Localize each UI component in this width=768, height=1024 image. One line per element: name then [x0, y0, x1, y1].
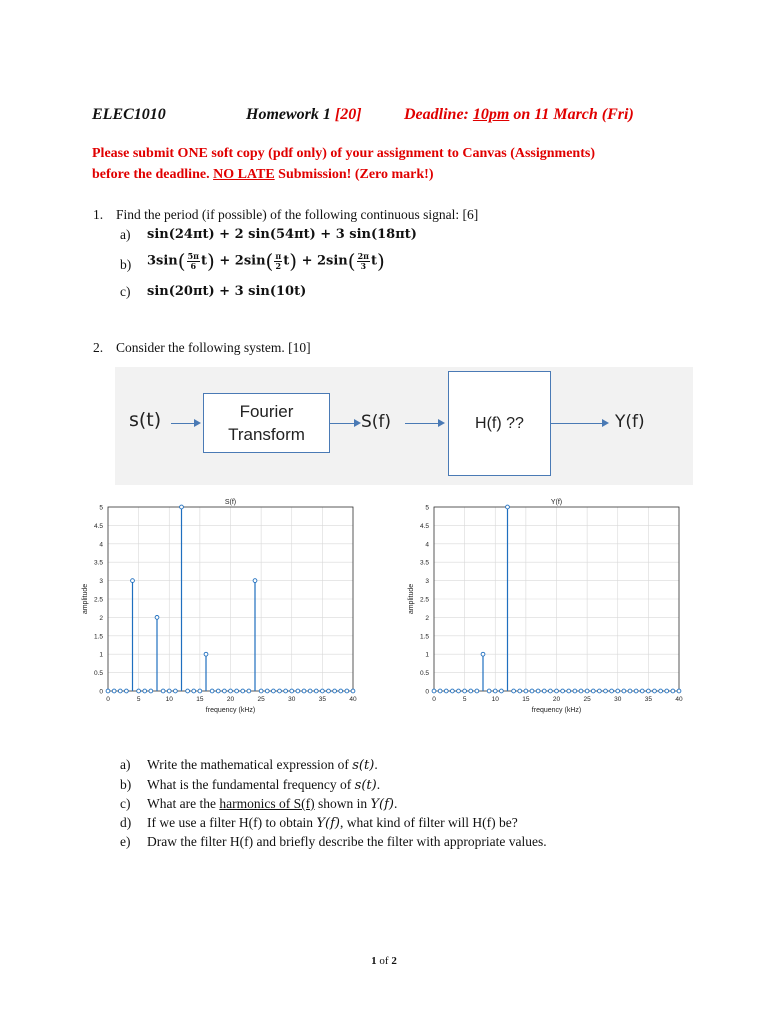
- stem-marker: [610, 689, 614, 693]
- q1-number: 1.: [93, 207, 104, 222]
- subquestion-text-end: .: [394, 796, 398, 811]
- stem-marker: [622, 689, 626, 693]
- stem-marker: [555, 689, 559, 693]
- course-code: ELEC1010: [92, 106, 166, 123]
- stem-marker: [118, 689, 122, 693]
- deadline: [404, 106, 634, 124]
- output-label: Y(f): [615, 412, 645, 432]
- subquestion-math: Y(f): [316, 816, 340, 831]
- stem-marker: [149, 689, 153, 693]
- subquestion-label: e): [120, 834, 131, 849]
- stem-marker: [320, 689, 324, 693]
- q2-text: Consider the following system. [10]: [116, 340, 311, 355]
- x-tick-label: 0: [106, 696, 110, 703]
- stem-marker: [271, 689, 275, 693]
- spectrum-label: S(f): [361, 412, 392, 432]
- x-tick-label: 5: [136, 696, 141, 703]
- q1a-expression: sin(24πt) + 2 sin(54πt) + 3 sin(18πt): [147, 227, 417, 242]
- stem-marker: [640, 689, 644, 693]
- y-tick-label: 0: [99, 688, 103, 696]
- q1b-term2-den: 2: [275, 260, 282, 271]
- deadline-date: on 11 March (Fri): [513, 106, 634, 123]
- page-footer: [0, 955, 768, 967]
- homework-title: [246, 106, 362, 124]
- stem-marker: [499, 689, 503, 693]
- x-tick-label: 40: [349, 696, 357, 703]
- stem-marker: [296, 689, 300, 693]
- y-tick-label: 4: [425, 541, 429, 549]
- stem-marker: [333, 689, 337, 693]
- subquestion-math: Y(f): [370, 797, 395, 812]
- stem-marker: [463, 689, 467, 693]
- stem-marker: [457, 689, 461, 693]
- x-tick-label: 20: [552, 696, 561, 703]
- stem-marker: [573, 689, 577, 693]
- q1b-term3-den: 3: [360, 260, 367, 271]
- y-tick-label: 2.5: [419, 596, 429, 604]
- subquestion-math: s(t): [352, 758, 375, 773]
- q1c-expression: sin(20πt) + 3 sin(10t): [147, 284, 307, 299]
- q1b-term3-coef: + 2sin: [301, 253, 348, 269]
- q1a-label: a): [120, 227, 131, 242]
- stem-marker: [616, 689, 620, 693]
- y-tick-label: 1.5: [419, 633, 429, 641]
- q1b-expression: 3sin( $\frac{5\pi}{6}$ t) + 2sin( $\frac{\pi}{2}$ t) + 2sin( $\frac{2\pi}{3}$ t): [147, 249, 385, 273]
- x-tick-label: 25: [583, 696, 591, 703]
- subquestion-c: [120, 796, 397, 812]
- system-diagram: [115, 367, 693, 485]
- stem-marker: [192, 689, 196, 693]
- stem-marker: [506, 505, 510, 509]
- q1b-term3-num: 2π: [357, 250, 369, 261]
- stem-marker: [167, 689, 171, 693]
- q1b-term1-num: 5π: [187, 250, 199, 261]
- y-tick-label: 3.5: [419, 559, 429, 567]
- y-tick-label: 0: [425, 688, 429, 696]
- stem-marker: [597, 689, 601, 693]
- x-tick-label: 35: [644, 696, 652, 703]
- stem-marker: [677, 689, 681, 693]
- x-axis-label: frequency (kHz): [531, 707, 582, 714]
- y-tick-label: 4.5: [419, 522, 429, 530]
- y-tick-label: 5: [425, 504, 429, 512]
- y-axis-label: amplitude: [82, 583, 89, 615]
- y-tick-label: 4.5: [93, 522, 103, 530]
- stem-marker: [137, 689, 141, 693]
- page-total: 2: [391, 955, 397, 967]
- subquestion-text: If we use a filter H(f) to obtain: [147, 815, 317, 830]
- arrow-output: [551, 423, 607, 424]
- stem-marker: [345, 689, 349, 693]
- stem-marker: [481, 652, 485, 656]
- stem-marker: [247, 689, 251, 693]
- q2-number: 2.: [93, 340, 104, 355]
- deadline-time: 10pm: [472, 106, 510, 123]
- subquestion-e: [120, 834, 547, 850]
- stem-marker: [265, 689, 269, 693]
- stem-marker: [161, 689, 165, 693]
- stem-marker: [216, 689, 220, 693]
- stem-marker: [106, 689, 110, 693]
- stem-marker: [579, 689, 583, 693]
- stem-marker: [112, 689, 116, 693]
- subquestion-label: b): [120, 777, 132, 792]
- fourier-line-2: Transform: [228, 425, 305, 444]
- subquestion-b: [120, 777, 380, 793]
- stem-marker: [646, 689, 650, 693]
- stem-marker: [475, 689, 479, 693]
- stem-marker: [671, 689, 675, 693]
- chart-s-of-f: [78, 494, 368, 719]
- stem-marker: [314, 689, 318, 693]
- fourier-line-1: Fourier: [239, 402, 294, 421]
- x-tick-label: 35: [318, 696, 326, 703]
- stem-marker: [438, 689, 442, 693]
- q1b-term1-coef: 3sin: [147, 253, 178, 269]
- arrow-input: [171, 423, 199, 424]
- input-signal-label: s(t): [129, 409, 162, 431]
- stem-marker: [259, 689, 263, 693]
- q1b-term2-t: t: [283, 253, 290, 269]
- stem-marker: [536, 689, 540, 693]
- y-axis-label: amplitude: [408, 583, 415, 615]
- stem-marker: [339, 689, 343, 693]
- x-tick-label: 10: [491, 696, 499, 703]
- stem-marker: [284, 689, 288, 693]
- subquestion-text-end: .: [374, 757, 378, 772]
- notice-pre: before the deadline.: [92, 167, 210, 182]
- y-tick-label: 2: [99, 614, 103, 622]
- x-tick-label: 5: [462, 696, 467, 703]
- stem-marker: [351, 689, 355, 693]
- x-tick-label: 20: [226, 696, 235, 703]
- filter-label: H(f) ??: [475, 414, 524, 432]
- x-tick-label: 25: [257, 696, 265, 703]
- subquestion-text: What is the fundamental frequency of: [147, 777, 355, 792]
- stem-marker: [591, 689, 595, 693]
- page-of: of: [379, 955, 389, 967]
- x-tick-label: 15: [522, 696, 530, 703]
- stem-marker: [469, 689, 473, 693]
- stem-marker: [143, 689, 147, 693]
- fourier-transform-block: [203, 393, 330, 453]
- y-tick-label: 0.5: [419, 670, 429, 678]
- x-tick-label: 40: [675, 696, 683, 703]
- stem-marker: [567, 689, 571, 693]
- subquestion-text-end: .: [376, 777, 381, 792]
- x-axis-label: frequency (kHz): [205, 707, 256, 714]
- q1-text: Find the period (if possible) of the following continuous signal: [6]: [116, 207, 479, 222]
- q1b-term3-t: t: [371, 253, 378, 269]
- chart-y-of-f: [404, 494, 694, 719]
- q1b-term2-coef: + 2sin: [219, 253, 266, 269]
- y-tick-label: 1: [99, 651, 103, 659]
- stem-marker: [229, 689, 233, 693]
- y-tick-label: 4: [99, 541, 103, 549]
- y-tick-label: 1: [425, 651, 429, 659]
- subquestion-label: d): [120, 815, 132, 830]
- stem-marker: [180, 505, 184, 509]
- stem-marker: [659, 689, 663, 693]
- q1b-term1-t: t: [201, 253, 208, 269]
- stem-marker: [253, 579, 257, 583]
- subquestion-underlined: harmonics of S(f): [219, 796, 315, 811]
- q1b-label: b): [120, 257, 132, 272]
- stem-marker: [327, 689, 331, 693]
- arrow-to-filter: [405, 423, 443, 424]
- filter-block: [448, 371, 551, 476]
- stem-marker: [124, 689, 128, 693]
- homework-label: Homework 1: [246, 106, 331, 123]
- y-tick-label: 3: [425, 578, 429, 586]
- stem-marker: [432, 689, 436, 693]
- deadline-label: Deadline:: [404, 106, 469, 123]
- stem-marker: [548, 689, 552, 693]
- stem-marker: [186, 689, 190, 693]
- stem-marker: [222, 689, 226, 693]
- homework-marks: [20]: [334, 106, 362, 123]
- stem-marker: [542, 689, 546, 693]
- q1c-label: c): [120, 284, 131, 299]
- stem-marker: [302, 689, 306, 693]
- notice-line-2: [92, 167, 433, 183]
- x-tick-label: 0: [432, 696, 436, 703]
- stem-marker: [204, 652, 208, 656]
- q1b-term2-num: π: [275, 250, 282, 261]
- stem-marker: [585, 689, 589, 693]
- stem-marker: [308, 689, 312, 693]
- stem-marker: [604, 689, 608, 693]
- notice-no-late: NO LATE: [213, 167, 275, 182]
- stem-marker: [628, 689, 632, 693]
- x-tick-label: 30: [614, 696, 622, 703]
- y-tick-label: 5: [99, 504, 103, 512]
- x-tick-label: 10: [165, 696, 173, 703]
- stem-marker: [524, 689, 528, 693]
- stem-marker: [493, 689, 497, 693]
- stem-marker: [487, 689, 491, 693]
- subquestion-math: s(t): [354, 778, 377, 793]
- stem-marker: [155, 616, 159, 620]
- stem-marker: [634, 689, 638, 693]
- notice-line-1: Please submit ONE soft copy (pdf only) of your assignment to Canvas (Assignments): [92, 146, 595, 161]
- stem-marker: [665, 689, 669, 693]
- arrow-ft-out: [329, 423, 359, 424]
- stem-marker: [210, 689, 214, 693]
- y-tick-label: 2.5: [93, 596, 103, 604]
- x-tick-label: 15: [196, 696, 204, 703]
- notice-post: Submission! (Zero mark!): [278, 167, 434, 182]
- y-tick-label: 2: [425, 614, 429, 622]
- stem-marker: [290, 689, 294, 693]
- y-tick-label: 3.5: [93, 559, 103, 567]
- stem-marker: [518, 689, 522, 693]
- stem-marker: [530, 689, 534, 693]
- subquestion-text: Draw the filter H(f) and briefly describe the filter with appropriate values.: [147, 834, 547, 849]
- page-current: 1: [371, 955, 377, 967]
- stem-marker: [653, 689, 657, 693]
- stem-marker: [235, 689, 239, 693]
- stem-marker: [444, 689, 448, 693]
- subquestion-label: c): [120, 796, 131, 811]
- subquestion-text-end: , what kind of filter will H(f) be?: [339, 815, 518, 830]
- y-tick-label: 0.5: [93, 670, 103, 678]
- y-tick-label: 1.5: [93, 633, 103, 641]
- chart-title: Y(f): [550, 499, 563, 506]
- stem-marker: [241, 689, 245, 693]
- subquestion-a: [120, 757, 378, 773]
- chart-title: S(f): [224, 499, 237, 506]
- q1b-term1-den: 6: [190, 260, 197, 271]
- subquestion-d: [120, 815, 518, 831]
- stem-marker: [173, 689, 177, 693]
- stem-marker: [512, 689, 516, 693]
- stem-marker: [450, 689, 454, 693]
- stem-marker: [561, 689, 565, 693]
- stem-marker: [198, 689, 202, 693]
- subquestion-text: What are the: [147, 796, 220, 811]
- subquestion-text: Write the mathematical expression of: [147, 757, 353, 772]
- subquestion-text-2: shown in: [314, 796, 371, 811]
- x-tick-label: 30: [288, 696, 296, 703]
- subquestion-label: a): [120, 757, 131, 772]
- stem-marker: [278, 689, 282, 693]
- stem-marker: [131, 579, 135, 583]
- y-tick-label: 3: [99, 578, 103, 586]
